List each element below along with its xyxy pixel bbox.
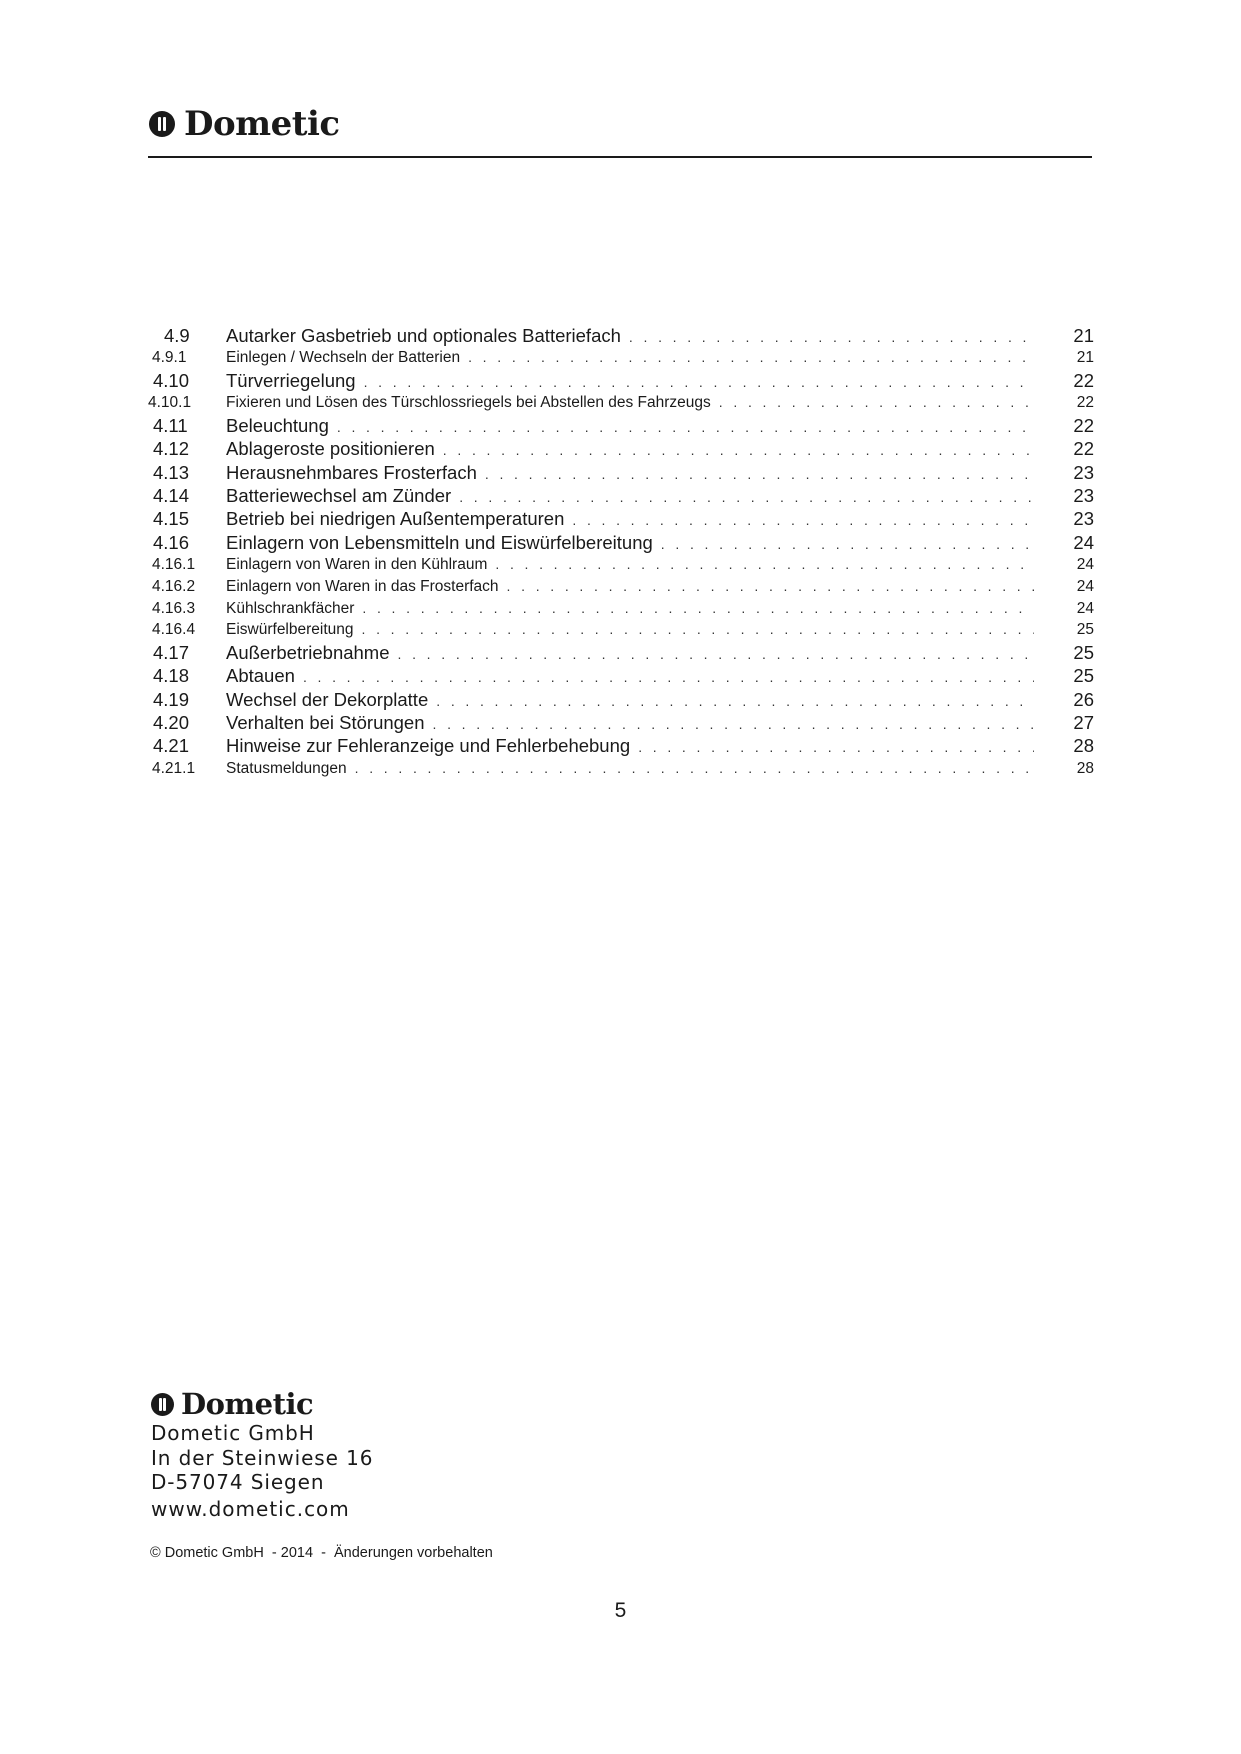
toc-entry[interactable] <box>148 554 1098 576</box>
company-name: Dometic GmbH <box>151 1421 315 1445</box>
toc-entry-page: 21 <box>1073 325 1094 346</box>
toc-entry[interactable] <box>148 758 1098 780</box>
toc-entry-number: 4.10.1 <box>148 394 192 412</box>
toc-entry-number: 4.17 <box>153 642 190 664</box>
toc-entry-number: 4.18 <box>153 665 190 687</box>
toc-entry-page: 25 <box>1073 642 1094 664</box>
toc-entry-title: Einlegen / Wechseln der Batterien <box>226 349 461 367</box>
toc-entry[interactable] <box>148 324 1098 347</box>
copyright-separator: - <box>321 1545 326 1561</box>
toc-entry-page: 22 <box>1073 438 1094 460</box>
toc-dot-leader <box>629 326 1034 347</box>
copyright-line <box>150 1545 493 1561</box>
toc-entry-page: 24 <box>1076 555 1094 573</box>
toc-dot-leader <box>443 439 1034 460</box>
company-city: D-57074 Siegen <box>151 1470 325 1494</box>
toc-entry-number: 4.15 <box>153 508 190 530</box>
toc-entry-number: 4.21.1 <box>152 759 196 777</box>
toc-entry[interactable] <box>148 688 1098 711</box>
toc-entry-page: 23 <box>1073 485 1094 507</box>
toc-entry-number: 4.21 <box>153 735 190 757</box>
toc-entry-number: 4.14 <box>153 485 190 507</box>
toc-entry[interactable] <box>148 619 1098 641</box>
footer-logo <box>151 1387 313 1421</box>
toc-entry-page: 26 <box>1073 688 1094 710</box>
page-number: 5 <box>614 1599 627 1622</box>
toc-entry-number: 4.9.1 <box>152 349 187 367</box>
toc-dot-leader <box>364 371 1034 392</box>
toc-entry-number: 4.9 <box>164 325 190 346</box>
toc-entry-page: 28 <box>1076 759 1094 777</box>
header-brand: Dometic <box>184 104 340 144</box>
toc-entry-page: 24 <box>1076 599 1094 617</box>
toc-entry-number: 4.13 <box>153 461 190 483</box>
toc-entry[interactable] <box>148 347 1098 369</box>
copyright-symbol: © <box>150 1545 161 1561</box>
toc-entry-page: 22 <box>1073 415 1094 437</box>
toc-dot-leader <box>362 598 1034 620</box>
toc-entry-number: 4.16.4 <box>152 621 196 639</box>
toc-dot-leader <box>362 619 1034 641</box>
toc-entry[interactable] <box>148 392 1098 414</box>
toc-dot-leader <box>459 486 1034 507</box>
toc-entry-title: Herausnehmbares Frosterfach <box>226 461 477 483</box>
toc-entry-title: Fixieren und Lösen des Türschlossriegels bei Abstellen des Fahrzeugs <box>226 394 711 412</box>
toc-dot-leader <box>433 713 1034 734</box>
header-logo <box>149 104 340 144</box>
toc-entry-page: 25 <box>1076 621 1094 639</box>
toc-entry-number: 4.20 <box>153 712 190 734</box>
copyright-notice: Änderungen vorbehalten <box>334 1545 493 1561</box>
toc-dot-leader <box>355 758 1034 780</box>
toc-entry[interactable] <box>148 531 1098 554</box>
toc-entry-number: 4.10 <box>153 370 190 392</box>
toc-dot-leader <box>638 736 1034 757</box>
toc-entry-number: 4.16.3 <box>152 599 196 617</box>
toc-entry-page: 28 <box>1073 735 1094 757</box>
toc-entry-page: 22 <box>1073 370 1094 392</box>
toc-entry-title: Batteriewechsel am Zünder <box>226 485 452 507</box>
copyright-company: Dometic GmbH <box>164 1545 264 1561</box>
toc-dot-leader <box>468 347 1034 369</box>
toc-dot-leader <box>572 509 1034 530</box>
table-of-contents <box>148 324 1098 779</box>
toc-entry-page: 21 <box>1076 349 1094 367</box>
toc-dot-leader <box>485 463 1034 484</box>
copyright-separator: - <box>271 1545 277 1561</box>
toc-entry-number: 4.16.1 <box>152 555 196 573</box>
company-street: In der Steinwiese 16 <box>151 1445 374 1470</box>
toc-entry[interactable] <box>148 484 1098 507</box>
toc-dot-leader <box>495 554 1034 576</box>
toc-entry[interactable] <box>148 641 1098 664</box>
toc-entry-page: 23 <box>1073 461 1094 483</box>
toc-dot-leader <box>436 690 1034 711</box>
toc-entry-title: Autarker Gasbetrieb und optionales Batteriefach <box>226 325 621 346</box>
toc-entry-title: Türverriegelung <box>226 370 356 392</box>
toc-entry-title: Außerbetriebnahme <box>226 642 390 664</box>
toc-entry-title: Betrieb bei niedrigen Außentemperaturen <box>226 508 565 530</box>
toc-entry-title: Kühlschrankfächer <box>226 599 355 617</box>
toc-dot-leader <box>303 666 1034 687</box>
toc-entry-number: 4.16.2 <box>152 577 196 595</box>
toc-dot-leader <box>719 392 1034 414</box>
toc-entry-title: Einlagern von Waren in das Frosterfach <box>226 577 499 595</box>
toc-entry-page: 25 <box>1073 665 1094 687</box>
toc-entry-number: 4.16 <box>153 531 190 553</box>
toc-entry-page: 24 <box>1076 577 1094 595</box>
toc-entry-page: 22 <box>1076 394 1094 412</box>
dometic-logo-icon <box>149 111 175 137</box>
company-address <box>151 1421 373 1495</box>
toc-entry[interactable] <box>148 369 1098 392</box>
dometic-logo-icon <box>151 1393 174 1416</box>
toc-entry-title: Abtauen <box>226 665 295 687</box>
website-link[interactable]: www.dometic.com <box>151 1497 350 1521</box>
toc-entry[interactable] <box>148 507 1098 530</box>
toc-entry-title: Wechsel der Dekorplatte <box>226 688 429 710</box>
toc-entry-title: Einlagern von Waren in den Kühlraum <box>226 555 488 573</box>
header-divider <box>148 156 1092 158</box>
toc-entry-title: Statusmeldungen <box>226 759 347 777</box>
toc-entry-title: Verhalten bei Störungen <box>226 712 425 734</box>
toc-entry[interactable] <box>148 414 1098 437</box>
toc-dot-leader <box>661 533 1034 554</box>
toc-entry[interactable] <box>148 711 1098 734</box>
copyright-year: 2014 <box>280 1545 314 1561</box>
toc-entry-title: Eiswürfelbereitung <box>226 621 354 639</box>
toc-entry-number: 4.19 <box>153 688 190 710</box>
toc-entry[interactable] <box>148 734 1098 757</box>
toc-entry-title: Beleuchtung <box>226 415 329 437</box>
toc-dot-leader <box>398 643 1034 664</box>
toc-entry[interactable] <box>148 437 1098 460</box>
toc-entry-number: 4.11 <box>153 415 188 437</box>
toc-entry-page: 24 <box>1073 531 1094 553</box>
toc-entry[interactable] <box>148 664 1098 687</box>
toc-entry-title: Einlagern von Lebensmitteln und Eiswürfelbereitung <box>226 531 653 553</box>
toc-entry-title: Ablageroste positionieren <box>226 438 435 460</box>
toc-entry-title: Hinweise zur Fehleranzeige und Fehlerbehebung <box>226 735 631 757</box>
toc-entry-number: 4.12 <box>153 438 190 460</box>
toc-dot-leader <box>507 576 1034 598</box>
toc-entry-page: 27 <box>1073 712 1094 734</box>
toc-entry[interactable] <box>148 576 1098 598</box>
toc-entry[interactable] <box>148 461 1098 484</box>
footer-brand: Dometic <box>181 1387 314 1421</box>
toc-entry-page: 23 <box>1073 508 1094 530</box>
toc-entry[interactable] <box>148 598 1098 620</box>
toc-dot-leader <box>337 416 1034 437</box>
